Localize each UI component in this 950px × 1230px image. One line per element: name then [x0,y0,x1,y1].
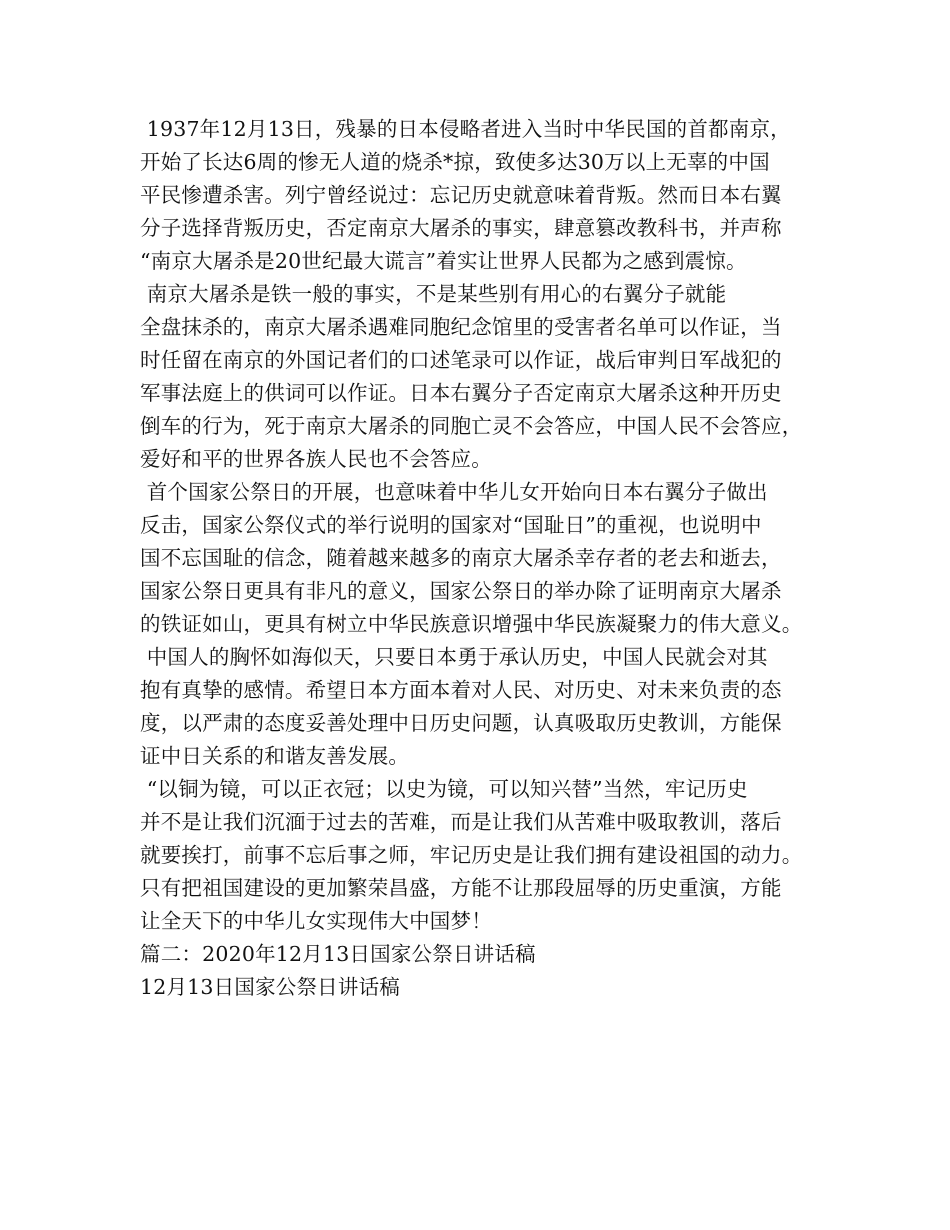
text-line: 国不忘国耻的信念，随着越来越多的南京大屠杀幸存者的老去和逝去， [140,546,782,570]
text-line: 的铁证如山，更具有树立中华民族意识增强中华民族凝聚力的伟大意义。 [140,612,803,636]
text-line: 反击，国家公祭仪式的举行说明的国家对“国耻日”的重视，也说明中 [140,513,762,537]
text-line: 并不是让我们沉湎于过去的苦难，而是让我们从苦难中吸取教训，落后 [140,810,782,834]
text-line: “以铜为镜，可以正衣冠；以史为镜，可以知兴替”当然，牢记历史 [140,777,748,801]
text-line: 爱好和平的世界各族人民也不会答应。 [140,447,492,471]
text-line: 就要挨打，前事不忘后事之师，牢记历史是让我们拥有建设祖国的动力。 [140,843,803,867]
text-line: 开始了长达6周的惨无人道的烧杀*掠，致使多达30万以上无辜的中国 [140,150,770,174]
text-line: 国家公祭日更具有非凡的意义，国家公祭日的举办除了证明南京大屠杀 [140,579,782,603]
text-line: “南京大屠杀是20世纪最大谎言”着实让世界人民都为之感到震惊。 [140,249,747,273]
text-line: 全盘抹杀的，南京大屠杀遇难同胞纪念馆里的受害者名单可以作证，当 [140,315,782,339]
text-line: 军事法庭上的供词可以作证。日本右翼分子否定南京大屠杀这种开历史 [140,381,782,405]
text-line: 分子选择背叛历史，否定南京大屠杀的事实，肆意篡改教科书，并声称 [140,216,782,240]
text-line: 平民惨遭杀害。列宁曾经说过：忘记历史就意味着背叛。然而日本右翼 [140,183,782,207]
document-body [140,113,840,1004]
text-line: 时任留在南京的外国记者们的口述笔录可以作证，战后审判日军战犯的 [140,348,782,372]
section-title: 12月13日国家公祭日讲话稿 [140,975,400,999]
text-line: 抱有真挚的感情。希望日本方面本着对人民、对历史、对未来负责的态 [140,678,782,702]
text-line: 度，以严肃的态度妥善处理中日历史问题，认真吸取历史教训，方能保 [140,711,782,735]
section-heading: 篇二：2020年12月13日国家公祭日讲话稿 [140,942,536,966]
text-line: 中国人的胸怀如海似天，只要日本勇于承认历史，中国人民就会对其 [140,645,768,669]
text-line: 证中日关系的和谐友善发展。 [140,744,410,768]
text-line: 1937年12月13日，残暴的日本侵略者进入当时中华民国的首都南京， [140,117,791,141]
text-line: 倒车的行为，死于南京大屠杀的同胞亡灵不会答应，中国人民不会答应， [140,414,803,438]
text-line: 只有把祖国建设的更加繁荣昌盛，方能不让那段屈辱的历史重演，方能 [140,876,782,900]
text-line: 南京大屠杀是铁一般的事实，不是某些别有用心的右翼分子就能 [140,282,727,306]
text-line: 让全天下的中华儿女实现伟大中国梦！ [140,909,492,933]
text-line: 首个国家公祭日的开展，也意味着中华儿女开始向日本右翼分子做出 [140,480,768,504]
